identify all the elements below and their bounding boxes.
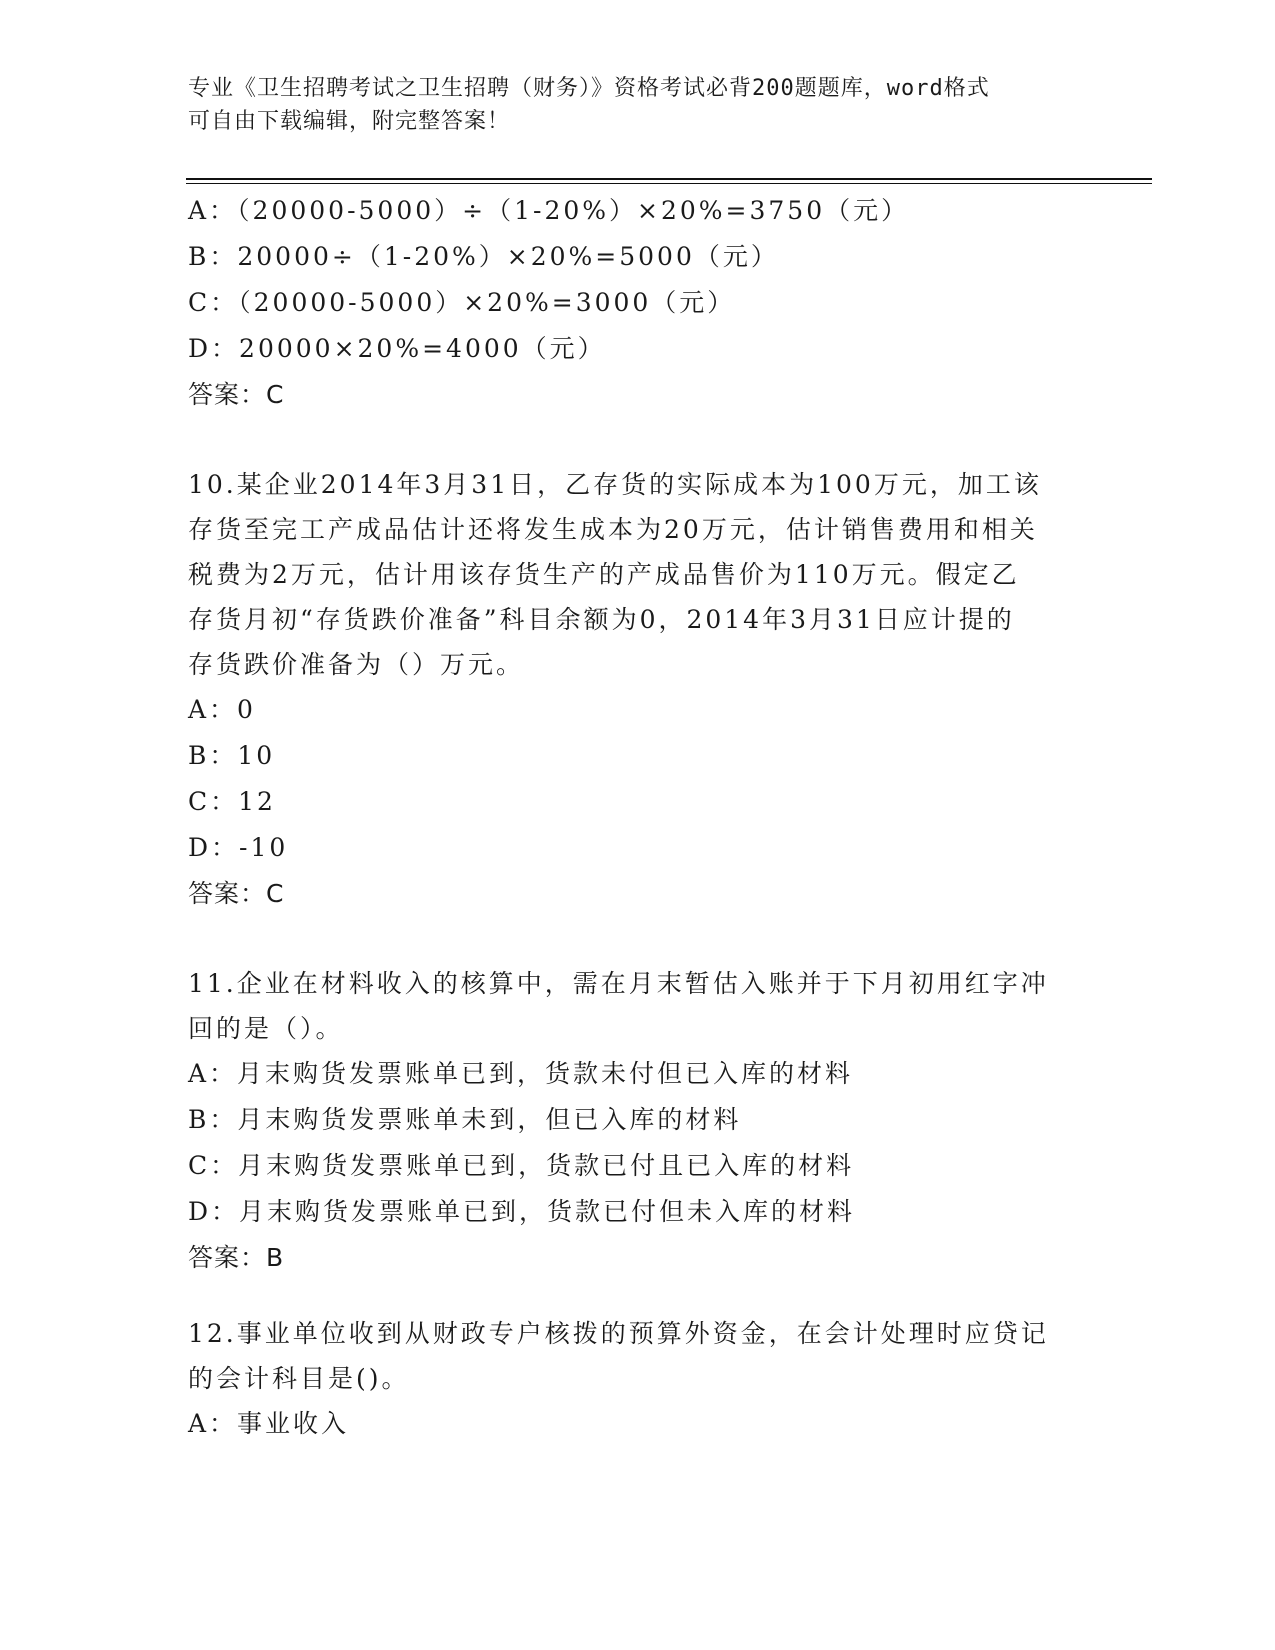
option-c: C：（20000-5000）×20%=3000（元） — [188, 288, 736, 317]
stem-line: 的会计科目是()。 — [188, 1364, 410, 1393]
stem-line: 存货月初“存货跌价准备”科目余额为0，2014年3月31日应计提的 — [188, 605, 1015, 634]
stem-line: 存货至完工产成品估计还将发生成本为20万元，估计销售费用和相关 — [188, 515, 1038, 544]
stem-line: 税费为2万元，估计用该存货生产的产成品售价为110万元。假定乙 — [188, 560, 1020, 589]
question-12-block — [188, 1311, 1088, 1447]
option-a: A：月末购货发票账单已到，货款未付但已入库的材料 — [188, 1059, 854, 1088]
option-d: D：-10 — [188, 833, 289, 862]
option-a: A：0 — [188, 695, 256, 724]
question-9-block — [188, 188, 1088, 418]
question-stem — [188, 462, 1088, 687]
stem-line: 回的是（）。 — [188, 1014, 344, 1043]
stem-line: 10.某企业2014年3月31日，乙存货的实际成本为100万元，加工该 — [188, 470, 1042, 499]
answer-label: 答案：C — [188, 380, 285, 409]
option-d: D：20000×20%=4000（元） — [188, 334, 606, 363]
header-divider-thin — [186, 183, 1152, 184]
question-11-block — [188, 961, 1088, 1281]
document-header — [188, 72, 1068, 138]
option-a: A：事业收入 — [188, 1409, 350, 1438]
question-10-block — [188, 462, 1088, 917]
answer-label: 答案：B — [188, 1243, 285, 1272]
option-b: B：10 — [188, 741, 276, 770]
stem-line: 11.企业在材料收入的核算中，需在月末暂估入账并于下月初用红字冲 — [188, 969, 1049, 998]
option-c: C：12 — [188, 787, 276, 816]
question-stem — [188, 1311, 1088, 1401]
stem-line: 12.事业单位收到从财政专户核拨的预算外资金，在会计处理时应贷记 — [188, 1319, 1049, 1348]
question-stem — [188, 961, 1088, 1051]
answer-label: 答案：C — [188, 879, 285, 908]
header-line-1: 专业《卫生招聘考试之卫生招聘（财务）》资格考试必背200题题库，word格式 — [188, 76, 990, 101]
header-line-2: 可自由下载编辑，附完整答案！ — [188, 109, 511, 134]
option-c: C：月末购货发票账单已到，货款已付且已入库的材料 — [188, 1151, 855, 1180]
document-body — [188, 188, 1088, 1447]
option-b: B：月末购货发票账单未到，但已入库的材料 — [188, 1105, 742, 1134]
stem-line: 存货跌价准备为（）万元。 — [188, 650, 525, 679]
option-d: D：月末购货发票账单已到，货款已付但未入库的材料 — [188, 1197, 856, 1226]
option-b: B：20000÷（1-20%）×20%=5000（元） — [188, 242, 779, 271]
header-divider-thick — [186, 178, 1152, 180]
option-a: A：（20000-5000）÷（1-20%）×20%=3750（元） — [188, 196, 910, 225]
